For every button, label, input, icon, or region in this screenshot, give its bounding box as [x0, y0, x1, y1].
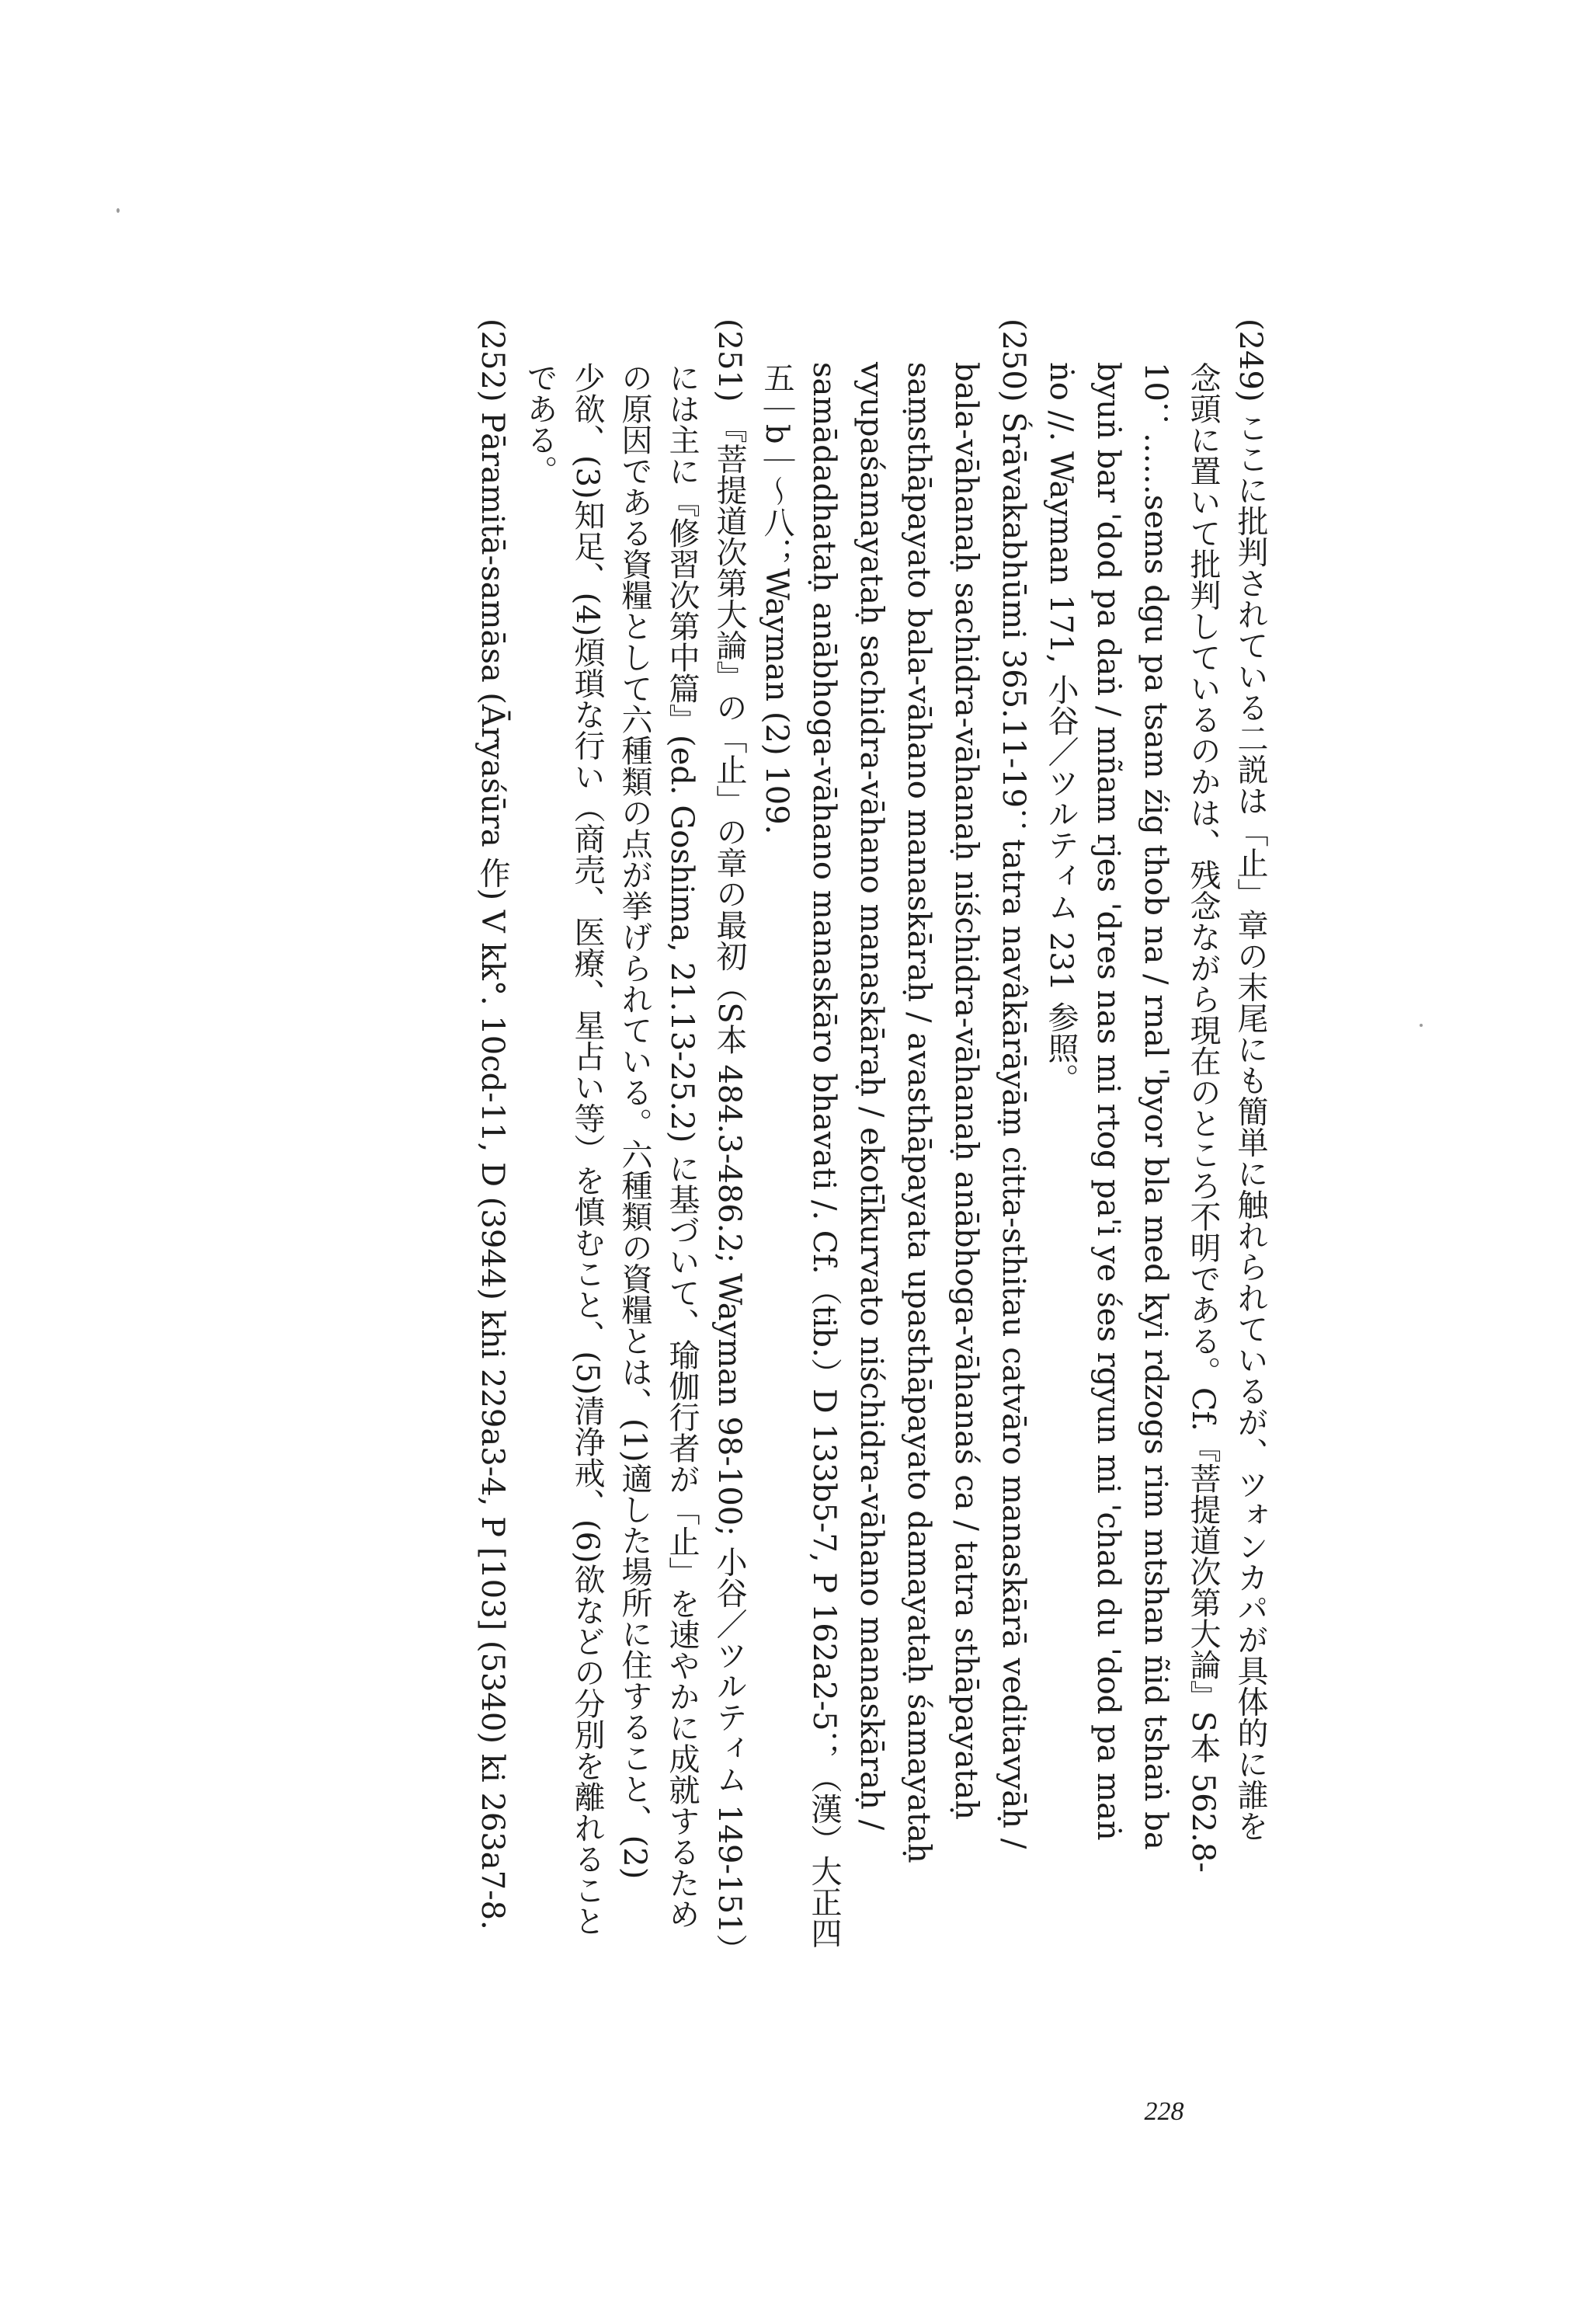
note-250-line-1: (250) Śrāvakabhūmi 365.11-19：tatra navâkārāyāṃ citta-sthitau catvāro manaskārā veditavyāḥ / — [996, 318, 1031, 1849]
scan-speck — [116, 208, 120, 213]
note-251-line-1: (251) 『菩提道次第大論』の「止」の章の最初（S本 484.3-486.2; Wayman 98-100; 小谷／ツルティム 149-151） — [711, 318, 747, 1965]
note-251-line-3: の原因である資糧として六種類の点が挙げられている。六種類の資糧とは、(1)適した場所に住すること、(2) — [617, 362, 652, 1880]
scan-speck — [1420, 1024, 1423, 1027]
note-250-line-4: vyupaśamayataḥ sachidra-vāhano manaskāraḥ / ekotīkurvato niśchidra-vāhano manaskāraḥ / — [853, 362, 889, 1831]
note-250-line-5: samādadhataḥ anābhoga-vāhano manaskāro bhavati /. Cf.（tib.）D 133b5-7, P 162a2-5；（漢）大正四 — [806, 362, 842, 1949]
note-250-line-3: saṃsthāpayato bala-vāhano manaskāraḥ / avasthāpayata upasthāpayato damayataḥ śamayataḥ — [901, 362, 937, 1863]
note-249-line-4: byuṅ bar 'dod pa daṅ / mñam rjes 'dres nas mi rtog pa'i ye śes rgyun mi 'chad du 'dod pa maṅ — [1090, 362, 1126, 1841]
note-251-line-5: である。 — [522, 362, 558, 486]
note-249-line-3: 10：……sems dgu pa tsam źig thob na / rnal 'byor bla med kyi rdzogs rim mtshan ñid tshaṅ ba — [1138, 362, 1173, 1850]
note-250-line-2: bala-vāhanaḥ sachidra-vāhanaḥ niśchidra-vāhanaḥ anābhoga-vāhanaś ca / tatra sthāpayataḥ — [948, 362, 984, 1820]
note-249-line-2: 念頭に置いて批判しているのかは、残念ながら現在のところ不明である。Cf.『菩提道次第大論』S本 562.8- — [1185, 362, 1221, 1873]
page-number: 228 — [1144, 2097, 1184, 2126]
note-249-line-5: ṅo //. Wayman 171, 小谷／ツルティム 231 参照。 — [1043, 362, 1079, 1094]
note-249-line-1: (249) ここに批判されている二説は「止」章の末尾にも簡単に触れられているが、ツォンカパが具体的に誰を — [1232, 318, 1268, 1842]
note-250-line-6: 五｜b｜～八；Wayman (2) 109. — [759, 362, 794, 835]
note-251-line-2: には主に『修習次第中篇』(ed. Goshima, 21.13-25.2) に基づいて、瑜伽行者が「止」を速やかに成就するため — [664, 362, 700, 1930]
footnotes — [326, 318, 1274, 2051]
note-252-line-1: (252) Pāramitā-samāsa (Āryaśūra 作) V kk°. 10cd-11, D (3944) khi 229a3-4, P [103] (5340) ki 263a7-8. — [474, 318, 510, 1930]
note-251-line-4: 少欲、(3)知足、(4)煩瑣な行い（商売、医療、星占い等）を慎むこと、(5)清浄戒、(6)欲などの分別を離れること — [569, 362, 605, 1936]
